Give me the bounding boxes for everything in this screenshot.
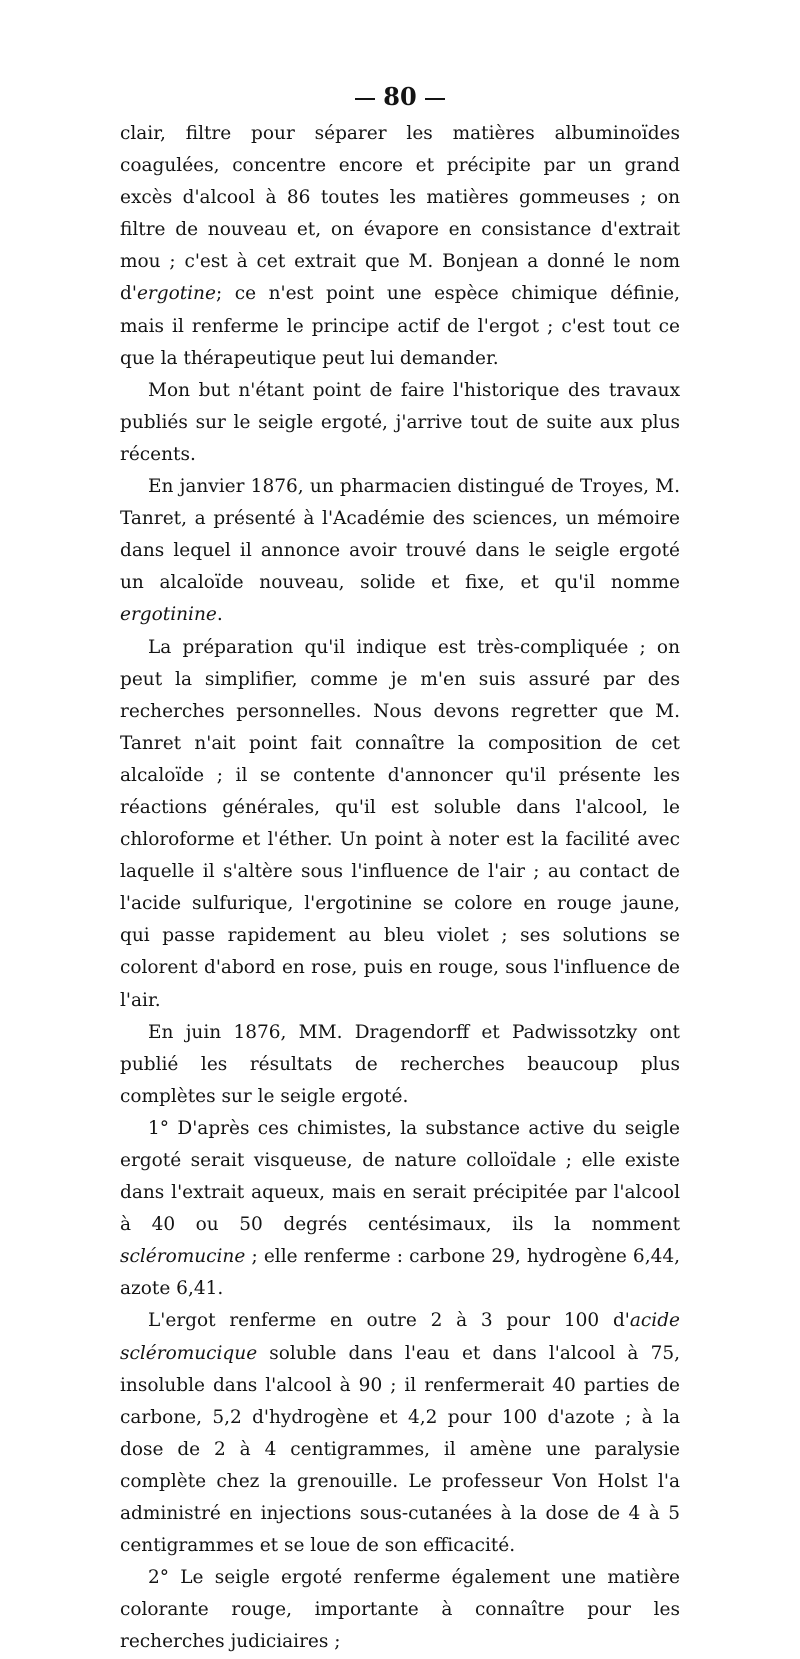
body-text — [120, 118, 680, 1659]
paragraph — [120, 1113, 680, 1306]
text-run: En janvier 1876, un pharmacien distingué de Troyes, M. Tanret, a présenté à l'Académie des sciences, un mémoire dans lequel il annonce avoir trouvé dans le seigle ergoté un alcaloïde nouveau, solide et fixe, et qu'il nomme — [120, 476, 680, 594]
paragraph — [120, 471, 680, 631]
text-run: ; ce n'est point une espèce chimique définie, mais il renferme le principe actif de l'ergot ; c'est tout ce que la thérapeutique peut lui demander. — [120, 283, 680, 369]
paragraph — [120, 375, 680, 471]
text-run: clair, filtre pour séparer les matières albuminoïdes coagulées, concentre encore et précipite par un grand excès d'alcool à 86 toutes les matières gommeuses ; on filtre de nouveau et, on évapore en consistance d'extrait mou ; c'est à cet extrait que M. Bonjean a donné le nom d' — [120, 123, 680, 305]
text-run: 2° Le seigle ergoté renferme également une matière colorante rouge, importante à connaître pour les recherches judiciaires ; — [120, 1567, 680, 1653]
text-run: La préparation qu'il indique est très-compliquée ; on peut la simplifier, comme je m'en suis assuré par des recherches personnelles. Nous devons regretter que M. Tanret n'ait point fait connaître la composition de cet alcaloïde ; il se contente d'annoncer qu'il présente les réactions générales, qu'il est soluble dans l'alcool, le chloroforme et l'éther. Un point à noter est la facilité avec laquelle il s'altère sous l'influence de l'air ; au contact de l'acide sulfurique, l'ergotinine se colore en rouge jaune, qui passe rapidement au bleu violet ; ses solutions se colorent d'abord en rose, puis en rouge, sous l'influence de l'air. — [120, 636, 680, 1011]
italic-term: ergotinine — [120, 604, 217, 626]
paragraph — [120, 118, 680, 375]
text-run: ; elle renferme : carbone 29, hydrogène 6,44, azote 6,41. — [120, 1246, 680, 1300]
italic-term: acide scléromucique — [120, 1310, 680, 1364]
paragraph — [120, 1562, 680, 1658]
italic-term: scléromucine — [120, 1246, 246, 1268]
italic-term: ergotine — [136, 283, 216, 305]
text-run: Mon but n'étant point de faire l'historique des travaux publiés sur le seigle ergoté, j'arrive tout de suite aux plus récents. — [120, 379, 680, 465]
text-run: soluble dans l'eau et dans l'alcool à 75, insoluble dans l'alcool à 90 ; il renfermerait 40 parties de carbone, 5,2 d'hydrogène et 4,2 pour 100 d'azote ; à la dose de 2 à 4 centigrammes, il amène une paralysie complète chez la grenouille. Le professeur Von Holst l'a administré en injections sous-cutanées à la dose de 4 à 5 centigrammes et se loue de son efficacité. — [120, 1342, 680, 1557]
page-number: 80 — [0, 82, 800, 111]
paragraph — [120, 1017, 680, 1113]
text-run: En juin 1876, MM. Dragendorff et Padwissotzky ont publié les résultats de recherches beaucoup plus complètes sur le seigle ergoté. — [120, 1021, 680, 1107]
text-run: L'ergot renferme en outre 2 à 3 pour 100 d' — [148, 1310, 630, 1332]
paragraph — [120, 1305, 680, 1562]
paragraph — [120, 632, 680, 1017]
text-run: . — [216, 604, 223, 626]
text-run: 1° D'après ces chimistes, la substance active du seigle ergoté serait visqueuse, de nature colloïdale ; elle existe dans l'extrait aqueux, mais en serait précipitée par l'alcool à 40 ou 50 degrés centésimaux, ils la nomment — [120, 1117, 680, 1236]
